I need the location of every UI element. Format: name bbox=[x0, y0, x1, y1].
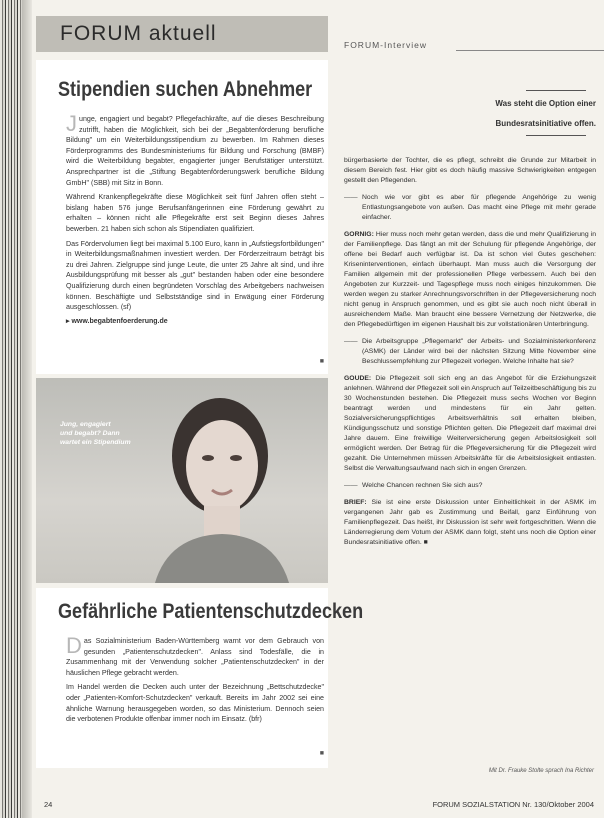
article-headline: Stipendien suchen Abnehmer bbox=[58, 78, 313, 101]
article-patientenschutzdecken bbox=[36, 588, 364, 768]
page-number: 24 bbox=[44, 800, 53, 809]
interview-answer: GOUDE: Die Pflegezeit soll sich eng an das Angebot für die Erziehungszeit anlehnen. Während der Pflegezeit soll ein Anspruch auf Teilzeitbeschäftigung bis zu 30 Wochenstunden bestehen. Die Pflegezeit muss sechs Wochen vor Beginn beantragt werden und mindestens für ein Jahr gelten. Sozialversicherungspflichtiges Arbeitsverhältnis soll erhalten bleiben, Kündigungsschutz und sonstige Pflichten gelten. Die Pflegezeit darf maximal drei Jahre dauern. Eine freiwillige Weiterversicherung gegen Arbeitslosigkeit soll ermöglicht werden. Der Betrag für die Pflegeversicherung für die Pflegezeit wird gezahlt. Die Unternehmen müssen Arbeitskräfte für die Arbeitslosigkeit entlasten. Selbst die Verwaltungsaufwand nach sich in engen Grenzen. bbox=[344, 375, 597, 472]
article-paragraph: Während Krankenpflegekräfte diese Möglichkeit seit fünf Jahren offen steht – bislang haben 576 junge Berufsanfängerinnen eine Förderung gewährt zu erhalten – können nicht alle Pflegekräfte erst seit Beginn dieses Jahres bewerben. 21 haben sich schon als Stipendiaten qualifiziert. bbox=[66, 193, 324, 233]
interview-question: —— Welche Chancen rechnen Sie sich aus? bbox=[344, 481, 596, 491]
article-paragraph: Das Fördervolumen liegt bei maximal 5.100 Euro, kann in „Aufstiegsfortbildungen" in Weiterbildungsmaßnahmen investiert werden. Der Förderzeitraum beträgt bis zu drei Jahren. Zielgruppe sind junge Leute, die unter 25 Jahre alt sind, und ihre Ausbildungsprüfung mit besser als „gut" bestanden haben oder eine besondere Qualifizierung durch einen begründeten Vorschlag des Arbeitgebers nachweisen können. Beschäftigte und Selbstständige sind in Erwägung einer Förderung ausgeschlossen. (sf) bbox=[66, 239, 324, 312]
interview-question: —— Noch wie vor gibt es aber für pflegende Angehörige zu wenig Entlastungsangebote von außen. Das macht eine Pflege mit mehr gerade einfacher. bbox=[344, 193, 596, 223]
article-paragraph: Das Sozialministerium Baden-Württemberg warnt vor dem Gebrauch von gesunden „Patientenschutzdecken". Anlass sind Todesfälle, die in Zusammenhang mit der Verwendung solcher „Patientenschutzdecken" in der häuslichen Pflege gebracht werden. bbox=[66, 633, 324, 677]
interview-signature: Mit Dr. Frauke Stolte sprach Ina Richter bbox=[488, 768, 594, 774]
binding-shadow bbox=[22, 0, 32, 818]
interview-answer: BRIEF: Sie ist eine erste Diskussion unter Einheitlichkeit in der ASMK im vergangenen Jahr gab es Zustimmung und Beifall, ganz Einführung von Familienpflegezeit. Das heißt, ihr Diskussion ist sehr weit fortgeschritten. Wenn die Länderregierung dem Votum der ASMK dann folgt, steht uns noch die Option einer Bundesratsinitiative offen. ■ bbox=[344, 499, 596, 546]
right-column bbox=[338, 0, 604, 818]
dropcap: J bbox=[66, 111, 77, 136]
interview-question: —— Die Arbeitsgruppe „Pflegemarkt" der Arbeits- und Sozialministerkonferenz (ASMK) der Länder wird bei der nächsten Sitzung Mitte November eine Beschlussempfehlung zur Pflegezeit vorlegen. Welche Inhalte hat sie? bbox=[344, 337, 596, 367]
article-paragraph: Junge, engagiert und begabt? Pflegefachkräfte, auf die dieses Beschreibung zutrifft, haben die Möglichkeit, sich bei der „Begabtenförderung berufliche Bildung" um ein Weiterbildungsstipendium zu bewerben. Im Rahmen dieses Förderprogramms des Bundesministeriums für Bildung und Forschung (BMBF) wird die Weiterbildung begabter, engagierter junger Berufstätiger unterstützt. Ansprechpartner ist die „Stiftung Begabtenförderungswerk berufliche Bildung GmbH" (SBB) mit Sitz in Bonn. bbox=[66, 111, 324, 187]
pullquote: Was steht die Option einer Bundesratsinitiative offen. bbox=[495, 99, 596, 128]
article-body bbox=[66, 111, 324, 327]
interview-paragraph: bürgerbasierte der Tochter, die es pflegt, schreibt die Grunde zur Mitarbeit in diesem Bereich fest. Hier gibt es doch häufig massive Schwierigkeiten entgegen gestellt den Pflegenden. bbox=[344, 157, 596, 184]
interview-label: FORUM-Interview bbox=[344, 40, 428, 50]
photo-caption: Jung, engagiert und begabt? Dann wartet ein Stipendium bbox=[60, 421, 131, 446]
publication-footer: FORUM SOZIALSTATION Nr. 130/Oktober 2004 bbox=[432, 800, 594, 809]
article-headline: Gefährliche Patientenschutzdecken bbox=[58, 600, 364, 623]
article-paragraph: Im Handel werden die Decken auch unter der Bezeichnung „Bettschutzdecke" oder „Patienten-Komfort-Schutzdecken" verkauft. Bereits im Jahr 2002 sei eine ähnliche Warnung herausgegeben worden, so das Ministerium. Dennoch seien die verbotenen Produkte offenbar immer noch im Einsatz. (bfr) bbox=[66, 683, 324, 724]
interview-body bbox=[344, 156, 596, 555]
section-title: FORUM aktuell bbox=[60, 22, 217, 45]
end-mark: ■ bbox=[319, 358, 324, 365]
website-link[interactable]: ▸ www.begabtenfoerderung.de bbox=[66, 317, 168, 325]
header-rule bbox=[456, 50, 604, 51]
interview-answer: GORNIG: Hier muss noch mehr getan werden, dass die und mehr Qualifizierung in der Familienpflege. Das fängt an mit der Schulung für pflegende Angehörige, der offene bei Bedarf auch verfügbar ist. Da ist schon viel Gutes geschehen: Kriseninterventionen, einfach überhaupt. Man muss auch die Versorgung der Familien allgemein mit der professionellen Pflege verbessern. Auch bei den Angeboten zur Kurzzeit- und Tagespflege muss noch einiges hinzukommen. Die werden wegen zu starker Anrechnungsvorschriften in der Pflegeversicherung noch nicht genug in Anspruch genommen, und es gibt sie auch noch nicht überall in ausreichendem Maße. Man braucht eine bessere Vernetzung der Netzwerke, die den Pflegebedürftigen im eigenen Haushalt bis zur vollstationären Unterbringung. bbox=[344, 231, 596, 328]
pullquote-rule bbox=[526, 135, 586, 136]
end-mark: ■ bbox=[319, 750, 324, 757]
article-body bbox=[66, 633, 324, 729]
pullquote-rule bbox=[526, 90, 586, 91]
woman-portrait-image bbox=[142, 386, 292, 583]
portrait-photo bbox=[36, 378, 328, 583]
left-column bbox=[36, 0, 364, 818]
article-stipendien bbox=[36, 60, 328, 374]
dropcap: D bbox=[66, 633, 82, 658]
magazine-page-edges bbox=[0, 0, 22, 818]
